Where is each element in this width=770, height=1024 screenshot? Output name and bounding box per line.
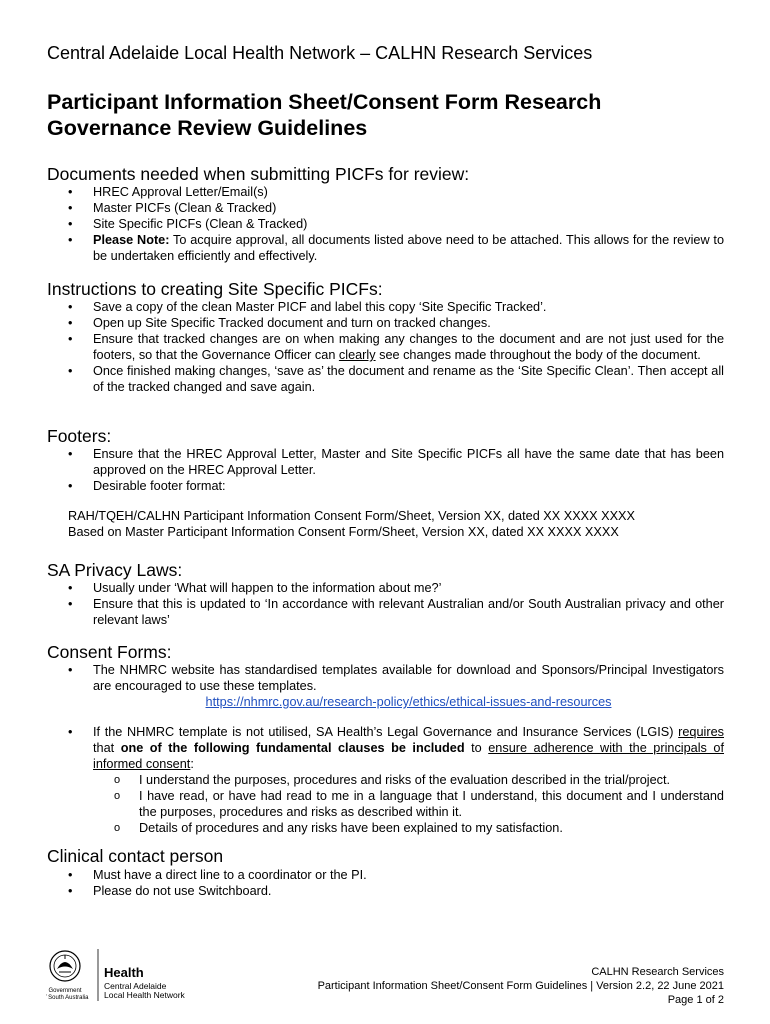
text-segment: Ensure that tracked changes are on when making any changes to the document and are not just used for the footers, so that the Governance Officer can bbox=[93, 332, 724, 362]
organisation-header: Central Adelaide Local Health Network – CALHN Research Services bbox=[47, 43, 593, 63]
privacy-heading: SA Privacy Laws: bbox=[47, 560, 183, 580]
logo-line-2: Local Health Network bbox=[104, 990, 185, 1000]
text-segment: that bbox=[93, 741, 121, 755]
documents-heading: Documents needed when submitting PICFs for review: bbox=[47, 164, 470, 184]
text-segment: : bbox=[190, 757, 194, 771]
note-text: To acquire approval, all documents listed above need to be attached. This allows for the review to be undertaken efficiently and effectively. bbox=[93, 233, 724, 263]
page-number: Page 1 of 2 bbox=[667, 994, 724, 1006]
footer-line-2: Participant Information Sheet/Consent Form Guidelines | Version 2.2, 22 June 2021 bbox=[317, 980, 724, 992]
clause-item: o Details of procedures and any risks have been explained to my satisfaction. bbox=[114, 820, 724, 836]
list-item: • Site Specific PICFs (Clean & Tracked) bbox=[68, 216, 724, 232]
consent-requirement-text bbox=[93, 724, 724, 772]
consent-list-2 bbox=[68, 724, 724, 836]
list-item bbox=[68, 232, 724, 264]
consent-item-text: • The NHMRC website has standardised templates available for download and Sponsors/Principal Investigators are encouraged to use these templates. bbox=[93, 663, 724, 693]
documents-list bbox=[68, 184, 724, 264]
sa-health-logo bbox=[46, 947, 216, 1003]
clauses-list bbox=[114, 772, 724, 836]
text-segment: see changes made throughout the body of the document. bbox=[375, 348, 701, 362]
list-item: • Desirable footer format: bbox=[68, 478, 724, 494]
list-item: • Must have a direct line to a coordinator or the PI. bbox=[68, 867, 724, 883]
footer-line-1: CALHN Research Services bbox=[591, 966, 724, 978]
clause-item: o I have read, or have had read to me in a language that I understand, this document and I understand the purposes, procedures and risks as described within it. bbox=[114, 788, 724, 820]
logo-brand: Health bbox=[104, 965, 144, 980]
underlined-text: requires bbox=[678, 725, 724, 739]
list-item: • Once finished making changes, ‘save as’ the document and rename as the ‘Site Specific Clean’. Then accept all of the tracked changed and save again. bbox=[68, 363, 724, 395]
instructions-list bbox=[68, 299, 724, 395]
list-item: • Open up Site Specific Tracked document and turn on tracked changes. bbox=[68, 315, 724, 331]
list-item bbox=[68, 662, 724, 710]
footers-list bbox=[68, 446, 724, 494]
logo-line-1: Central Adelaide bbox=[104, 981, 167, 991]
consent-heading: Consent Forms: bbox=[47, 642, 172, 662]
underlined-text: clearly bbox=[338, 348, 376, 362]
list-item: • HREC Approval Letter/Email(s) bbox=[68, 184, 724, 200]
government-crest-icon bbox=[46, 947, 216, 1003]
underlined-text: ensure adherence with the principals of informed consent bbox=[93, 741, 725, 771]
list-item bbox=[68, 331, 724, 363]
text-segment: If the NHMRC template is not utilised, SA Health’s Legal Governance and Insurance Services (LGIS) bbox=[93, 725, 679, 739]
logo-gov-2: of South Australia bbox=[46, 995, 89, 1001]
nhmrc-link[interactable]: https://nhmrc.gov.au/research-policy/ethics/ethical-issues-and-resources bbox=[205, 695, 612, 709]
list-item: • Ensure that this is updated to ‘In accordance with relevant Australian and/or South Australian privacy and other relevant laws’ bbox=[68, 596, 724, 628]
privacy-list bbox=[68, 580, 724, 628]
list-item: • Usually under ‘What will happen to the information about me?’ bbox=[68, 580, 724, 596]
list-item bbox=[68, 724, 724, 836]
bold-text: one of the following fundamental clauses be included bbox=[120, 741, 465, 755]
clause-item: o I understand the purposes, procedures and risks of the evaluation described in the trial/project. bbox=[114, 772, 724, 788]
contact-heading: Clinical contact person bbox=[47, 846, 224, 866]
list-item: • Master PICFs (Clean & Tracked) bbox=[68, 200, 724, 216]
footer-format-line-2: Based on Master Participant Information Consent Form/Sheet, Version XX, dated XX XXXX XXXX bbox=[68, 525, 619, 539]
note-label: Please Note: bbox=[93, 233, 170, 247]
list-item: • Save a copy of the clean Master PICF and label this copy ‘Site Specific Tracked’. bbox=[68, 299, 724, 315]
consent-list bbox=[68, 662, 724, 710]
text-segment: to bbox=[464, 741, 489, 755]
instructions-heading: Instructions to creating Site Specific PICFs: bbox=[47, 279, 383, 299]
page-footer bbox=[318, 965, 724, 1007]
list-item: • Ensure that the HREC Approval Letter, Master and Site Specific PICFs all have the same date that has been approved on the HREC Approval Letter. bbox=[68, 446, 724, 478]
footers-heading: Footers: bbox=[47, 426, 112, 446]
footer-format-line-1: RAH/TQEH/CALHN Participant Information Consent Form/Sheet, Version XX, dated XX XXXX XXXX bbox=[68, 509, 635, 523]
logo-gov-1: Government bbox=[48, 988, 82, 994]
contact-list bbox=[68, 867, 724, 899]
page-title: Participant Information Sheet/Consent Form Research Governance Review Guidelines bbox=[47, 90, 602, 140]
list-item: • Please do not use Switchboard. bbox=[68, 883, 724, 899]
